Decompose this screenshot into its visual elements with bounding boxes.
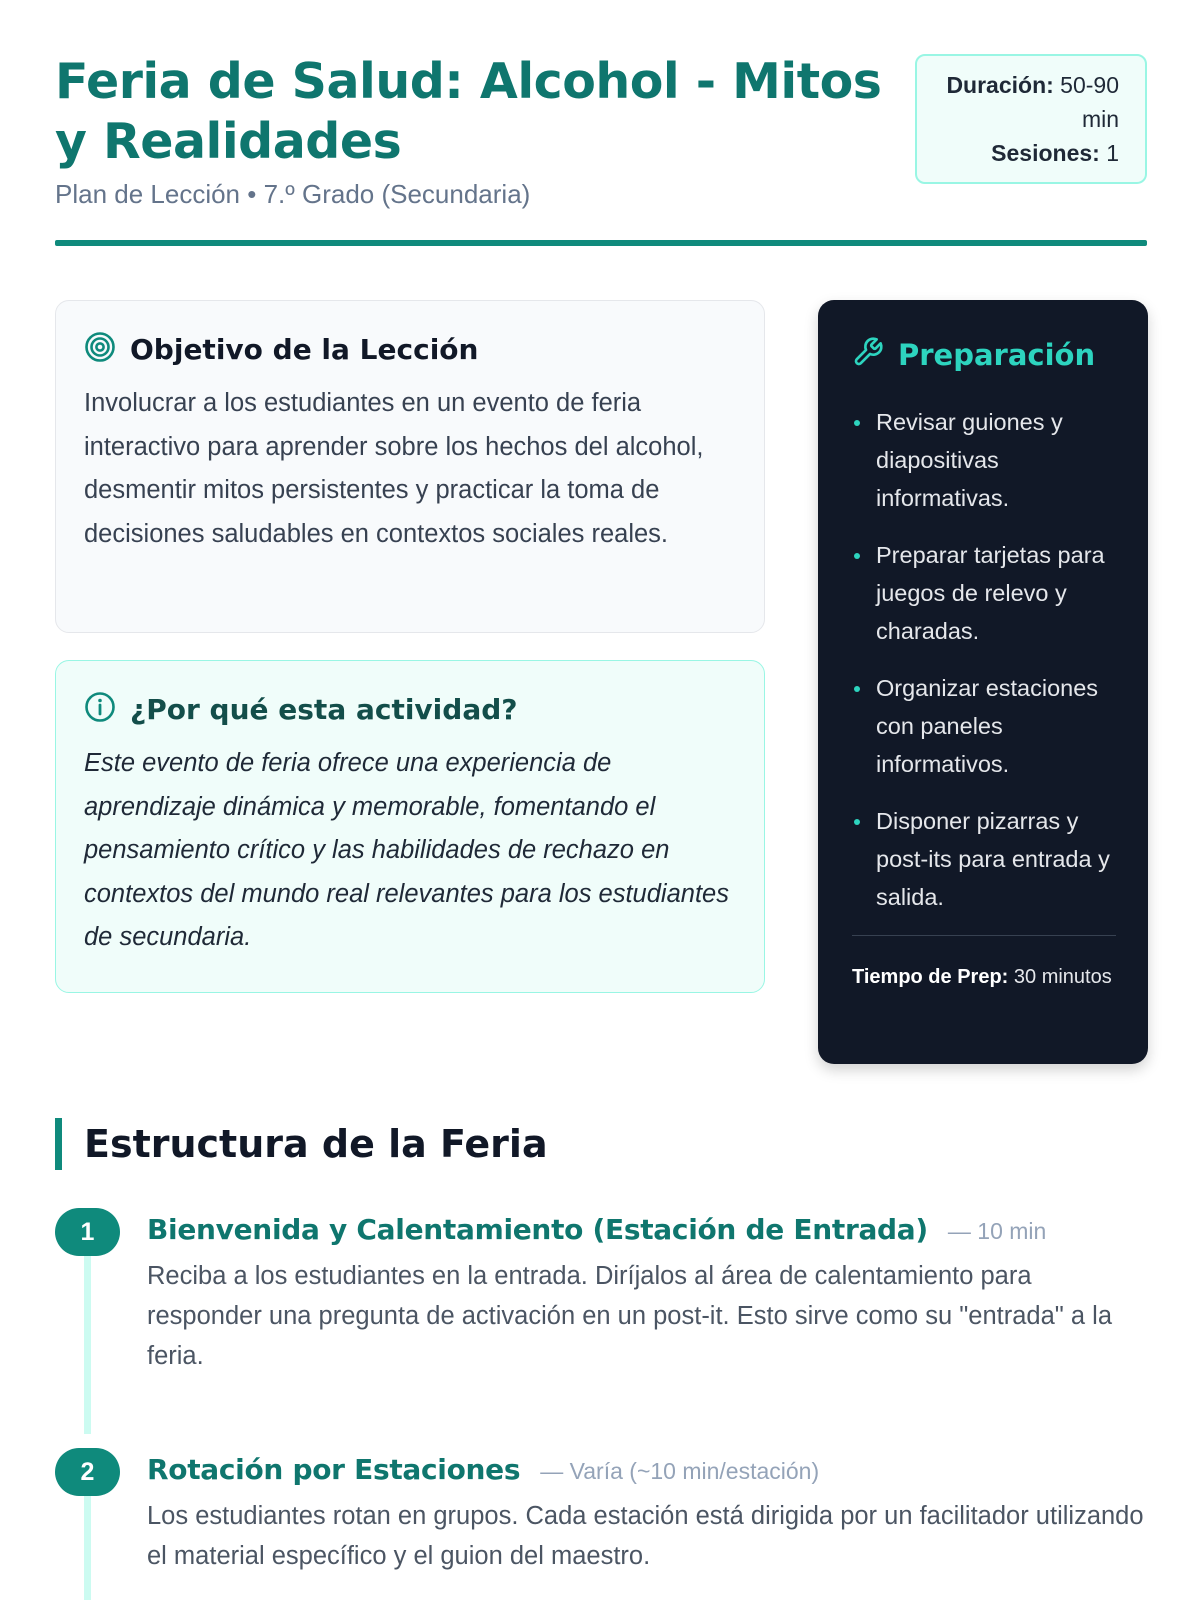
- target-icon: [84, 331, 116, 368]
- prep-time-label: Tiempo de Prep:: [852, 966, 1009, 988]
- step-title: Bienvenida y Calentamiento (Estación de Entrada): [147, 1213, 928, 1246]
- objective-card-header: [84, 331, 736, 368]
- page-title: Feria de Salud: Alcohol - Mitos y Realidades: [55, 53, 882, 170]
- objective-text: Involucrar a los estudiantes en un evento de feria interactivo para aprender sobre los hechos del alcohol, desmentir mitos persistentes y practicar la toma de decisiones saludables en contextos sociales reales.: [84, 389, 704, 548]
- step-duration: — 10 min: [947, 1218, 1047, 1244]
- header-divider: [55, 240, 1147, 246]
- duration-row: [933, 68, 1119, 136]
- preparation-title: Preparación: [898, 337, 1096, 372]
- step-header: [147, 1448, 1147, 1492]
- preparation-divider: [852, 935, 1116, 936]
- objective-card: [55, 300, 765, 633]
- step-title: Rotación por Estaciones: [147, 1453, 521, 1486]
- sessions-value: 1: [1106, 140, 1119, 166]
- duration-value: 50-90 min: [1060, 72, 1119, 132]
- why-text: Este evento de feria ofrece una experiencia de aprendizaje dinámica y memorable, fomentando el pensamiento crítico y las habilidades de rechazo en contextos del mundo real relevantes para los estudiantes de secundaria.: [84, 749, 729, 951]
- step-duration: — Varía (~10 min/estación): [540, 1458, 820, 1484]
- step-description: Reciba a los estudiantes en la entrada. Diríjalos al área de calentamiento para responder una pregunta de activación en un post-it. Esto sirve como su "entrada" a la feria.: [147, 1262, 1113, 1370]
- preparation-list: [852, 403, 1116, 916]
- step-description: Los estudiantes rotan en grupos. Cada estación está dirigida por un facilitador utilizando el material específico y el guion del maestro.: [147, 1502, 1144, 1570]
- why-card: [55, 660, 765, 993]
- step-number-badge: 2: [55, 1448, 120, 1496]
- preparation-panel: [818, 300, 1148, 1064]
- list-item: Preparar tarjetas para juegos de relevo y charadas.: [852, 536, 1116, 650]
- preparation-header: [852, 336, 1116, 373]
- step-number-badge: 1: [55, 1208, 120, 1256]
- objective-title: Objetivo de la Lección: [130, 333, 479, 366]
- step-header: [147, 1208, 1147, 1252]
- why-card-header: [84, 691, 736, 728]
- page-subtitle: Plan de Lección • 7.º Grado (Secundaria): [55, 179, 531, 209]
- list-item: Organizar estaciones con paneles informativos.: [852, 669, 1116, 783]
- prep-time-value: 30 minutos: [1013, 966, 1112, 988]
- timeline-connector: [84, 1496, 91, 1600]
- why-title: ¿Por qué esta actividad?: [130, 693, 518, 726]
- sessions-row: [933, 136, 1119, 170]
- wrench-icon: [852, 336, 884, 373]
- step-body: [147, 1208, 1147, 1376]
- list-item: Disponer pizarras y post-its para entrada y salida.: [852, 802, 1116, 916]
- list-item: Revisar guiones y diapositivas informativas.: [852, 403, 1116, 517]
- step-body: [147, 1448, 1147, 1576]
- info-icon: [84, 691, 116, 728]
- prep-time: [852, 964, 1116, 991]
- duration-label: Duración:: [946, 72, 1054, 98]
- lesson-meta-box: [915, 54, 1147, 184]
- timeline-connector: [84, 1256, 91, 1434]
- section-title: Estructura de la Feria: [55, 1118, 548, 1170]
- sessions-label: Sesiones:: [991, 140, 1100, 166]
